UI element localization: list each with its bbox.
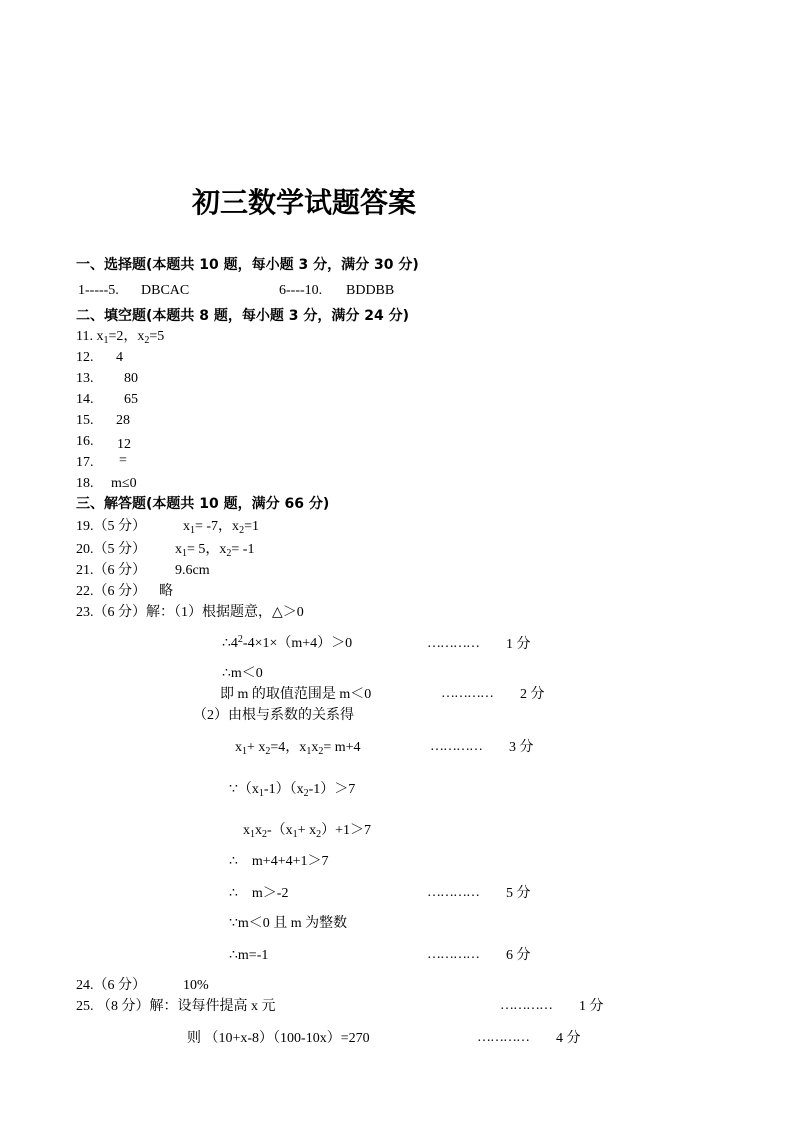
question-number: 15.	[76, 413, 94, 428]
subscript: 1	[190, 525, 195, 536]
answer-text: ）+1＞7	[321, 823, 371, 838]
superscript: 2	[237, 634, 243, 645]
q25-step-1: 则 （10+x-8）（100-10x）=270	[187, 1031, 370, 1046]
question-number: 11.	[76, 329, 93, 344]
answer-row-11	[76, 328, 164, 346]
subscript: 2	[303, 788, 309, 799]
q23-step-2: ∴m＜0	[222, 666, 263, 681]
subscript: 1	[306, 746, 312, 757]
q23-step-5	[235, 739, 361, 757]
score-mark: 5 分	[506, 886, 531, 901]
score-dots: …………	[427, 947, 479, 962]
q23-step-8: ∴ m+4+4+1＞7	[229, 854, 329, 869]
score-mark: 1 分	[579, 999, 604, 1014]
answer-text: -1）＞7	[308, 782, 356, 797]
answer-text: =5	[149, 329, 165, 344]
answer-text: ∵（x	[229, 782, 259, 797]
q23-part-2: （2）由根与系数的关系得	[193, 708, 354, 723]
answer-text: x	[175, 542, 182, 557]
answer-text: 9.6cm	[175, 563, 210, 578]
question-number: 13.	[76, 371, 94, 386]
answer-text: =	[119, 453, 127, 468]
score-mark: 2 分	[520, 687, 545, 702]
subscript: 2	[262, 829, 267, 840]
question-number: 21.（6 分）	[76, 563, 146, 578]
answer-text: =4，x	[270, 740, 307, 755]
answer-text: x	[243, 823, 250, 838]
question-number: 18.	[76, 476, 94, 491]
question-number: 14.	[76, 392, 94, 407]
section-heading-solve: 三、解答题(本题共 10 题，满分 66 分)	[76, 496, 330, 512]
answer-text: x	[311, 740, 319, 755]
answer-text: = -7，x	[195, 519, 240, 534]
question-number: 22.（6 分）	[76, 584, 146, 599]
q23-step-3: 即 m 的取值范围是 m＜0	[220, 687, 372, 702]
q23-step-11: ∴m=-1	[229, 948, 269, 963]
choice-answers-6-10: BDDBB	[346, 283, 395, 298]
page-title: 初三数学试题答案	[192, 186, 417, 219]
choice-answers-1-5: DBCAC	[141, 283, 190, 298]
score-mark: 3 分	[509, 740, 534, 755]
q23-step-1	[222, 635, 352, 653]
answer-text: -（x	[267, 823, 293, 838]
q23-step-9: ∴ m＞-2	[229, 886, 289, 901]
q23-step-7	[243, 822, 371, 840]
q23-step-6	[229, 781, 355, 799]
subscript: 2	[144, 335, 150, 346]
score-dots: …………	[500, 998, 552, 1013]
answer-text: m≤0	[111, 476, 137, 491]
answer-text: + x	[297, 823, 317, 838]
subscript: 1	[250, 829, 255, 840]
subscript: 2	[318, 746, 324, 757]
answer-text: 4	[116, 350, 123, 365]
question-number: 17.	[76, 455, 94, 470]
score-mark: 6 分	[506, 948, 531, 963]
choice-label-6-10: 6----10.	[279, 283, 323, 298]
subscript: 1	[182, 548, 187, 559]
score-dots: …………	[430, 739, 482, 754]
q23-heading: 23.（6 分）解：（1）根据题意，△＞0	[76, 605, 304, 620]
answer-text: = -1	[231, 542, 255, 557]
answer-text: -4×1×（m+4）＞0	[242, 636, 353, 651]
question-number: 24.（6 分）	[76, 978, 146, 993]
section-heading-choice: 一、选择题(本题共 10 题，每小题 3 分，满分 30 分)	[76, 257, 419, 273]
score-mark: 1 分	[506, 637, 531, 652]
question-number: 16.	[76, 434, 94, 449]
subscript: 2	[226, 548, 232, 559]
subscript: 1	[292, 829, 298, 840]
subscript: 2	[265, 746, 271, 757]
answer-text: x	[183, 519, 190, 534]
answer-text: =1	[244, 519, 259, 534]
subscript: 2	[316, 829, 322, 840]
answer-text: = m+4	[323, 740, 361, 755]
answer-text: x	[235, 740, 242, 755]
answer-text: =2，x	[108, 329, 145, 344]
q25-heading: 25. （8 分）解：设每件提高 x 元	[76, 999, 276, 1014]
subscript: 1	[242, 746, 247, 757]
answer-text: x	[255, 823, 262, 838]
score-dots: …………	[441, 686, 493, 701]
question-number: 19.（5 分）	[76, 519, 146, 534]
subscript: 2	[239, 525, 245, 536]
answer-text: 12	[117, 437, 131, 452]
score-dots: …………	[477, 1030, 529, 1045]
score-mark: 4 分	[556, 1031, 581, 1046]
answer-text: ∴4	[222, 636, 238, 651]
answer-text: -1）（x	[263, 782, 304, 797]
answer-text	[175, 541, 254, 559]
answer-text: 65	[124, 392, 138, 407]
answer-text: x	[96, 329, 104, 344]
subscript: 1	[103, 335, 109, 346]
subscript: 1	[258, 788, 264, 799]
answer-text: + x	[247, 740, 266, 755]
answer-text: 10%	[183, 978, 209, 993]
section-heading-fill: 二、填空题(本题共 8 题，每小题 3 分，满分 24 分)	[76, 308, 410, 324]
question-number: 20.（5 分）	[76, 542, 146, 557]
answer-text: 28	[116, 413, 130, 428]
choice-label-1-5: 1-----5.	[78, 283, 119, 298]
answer-text	[183, 518, 259, 536]
score-dots: …………	[427, 636, 479, 651]
q23-step-10: ∵m＜0 且 m 为整数	[229, 916, 348, 931]
answer-text: = 5，x	[187, 542, 227, 557]
question-number: 12.	[76, 350, 94, 365]
answer-text: 略	[159, 584, 173, 599]
score-dots: …………	[427, 885, 479, 900]
answer-text: 80	[124, 371, 138, 386]
